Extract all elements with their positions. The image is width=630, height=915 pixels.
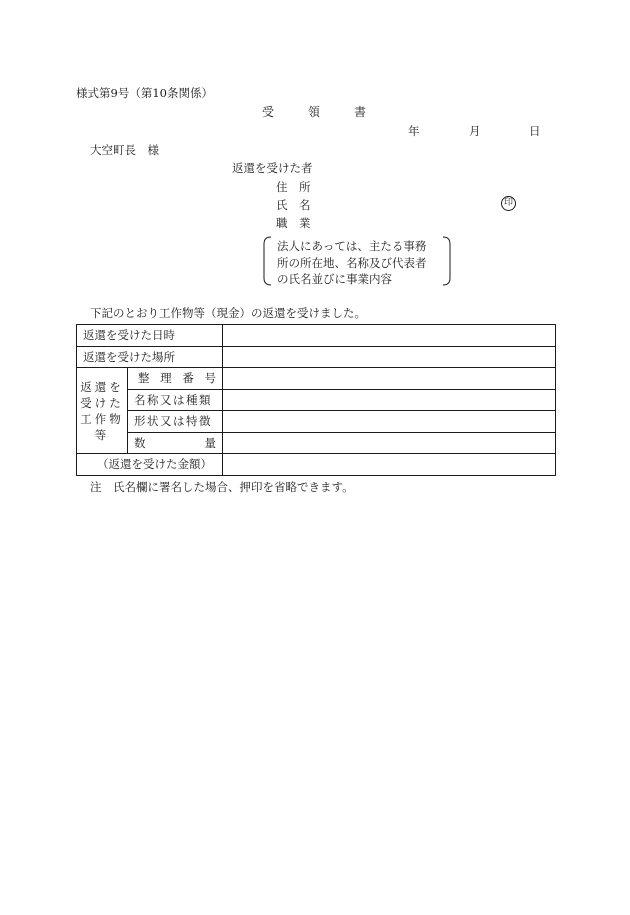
row-label-number [128,368,223,390]
intro-sentence: 下記のとおり工作物等（現金）の返還を受けました。 [90,306,366,320]
place-value-cell[interactable] [223,346,556,368]
datetime-value-cell[interactable] [223,325,556,347]
number-label-char-2: 理 [160,371,172,386]
date-month-label: 月 [469,124,481,138]
returned-items-group-label [77,368,128,454]
table-row [77,432,556,454]
document-title [262,105,366,119]
receipt-table [76,324,556,476]
quantity-value-cell[interactable] [223,432,556,454]
table-row [77,368,556,390]
row-label-quantity [128,432,223,454]
form-number: 様式第9号（第10条関係） [76,86,213,100]
number-label-char-3: 番 [182,371,194,386]
row-label-place: 返還を受けた場所 [77,346,223,368]
quantity-label-char-2: 量 [204,435,216,450]
table-row [77,346,556,368]
row-label-name-type: 名称又は種類 [128,389,223,411]
table-row [77,411,556,433]
corporation-note-line-1: 法人にあっては、主たる事務 [277,239,427,253]
corporation-note-line-3: の氏名並びに事業内容 [277,272,392,286]
seal-mark: 印 [501,196,516,211]
footnote: 注 氏名欄に署名した場合、押印を省略できます。 [90,480,354,494]
recipient-heading: 返還を受けた者 [232,161,313,175]
row-label-datetime: 返還を受けた日時 [77,325,223,347]
quantity-label-char-1: 数 [134,435,146,450]
occupation-label: 職 業 [276,216,311,230]
addressee: 大空町長 様 [90,143,159,157]
table-row [77,454,556,476]
address-label: 住 所 [276,180,311,194]
title-char-2: 領 [308,105,321,119]
amount-value-cell[interactable] [223,454,556,476]
number-label-char-4: 号 [204,371,216,386]
row-label-amount: （返還を受けた金額） [77,454,223,476]
date-day-label: 日 [529,124,541,138]
table-row [77,389,556,411]
title-char-1: 受 [262,105,275,119]
group-label-line-2: 受けた [80,395,124,410]
number-label-char-1: 整 [138,371,150,386]
group-label-line-3: 工作物 [80,411,124,426]
corporation-note-text [277,238,427,288]
group-label-line-4: 等 [94,427,110,442]
title-char-3: 書 [354,105,367,119]
row-label-shape-feature: 形状又は特徴 [128,411,223,433]
date-year-label: 年 [408,124,420,138]
number-value-cell[interactable] [223,368,556,390]
shape-feature-value-cell[interactable] [223,411,556,433]
corporation-note-line-2: 所の所在地、名称及び代表者 [277,255,427,270]
group-label-line-1: 返還を [80,379,124,394]
table-row [77,325,556,347]
name-label: 氏 名 [276,198,311,212]
corporation-note [262,236,452,286]
name-type-value-cell[interactable] [223,389,556,411]
